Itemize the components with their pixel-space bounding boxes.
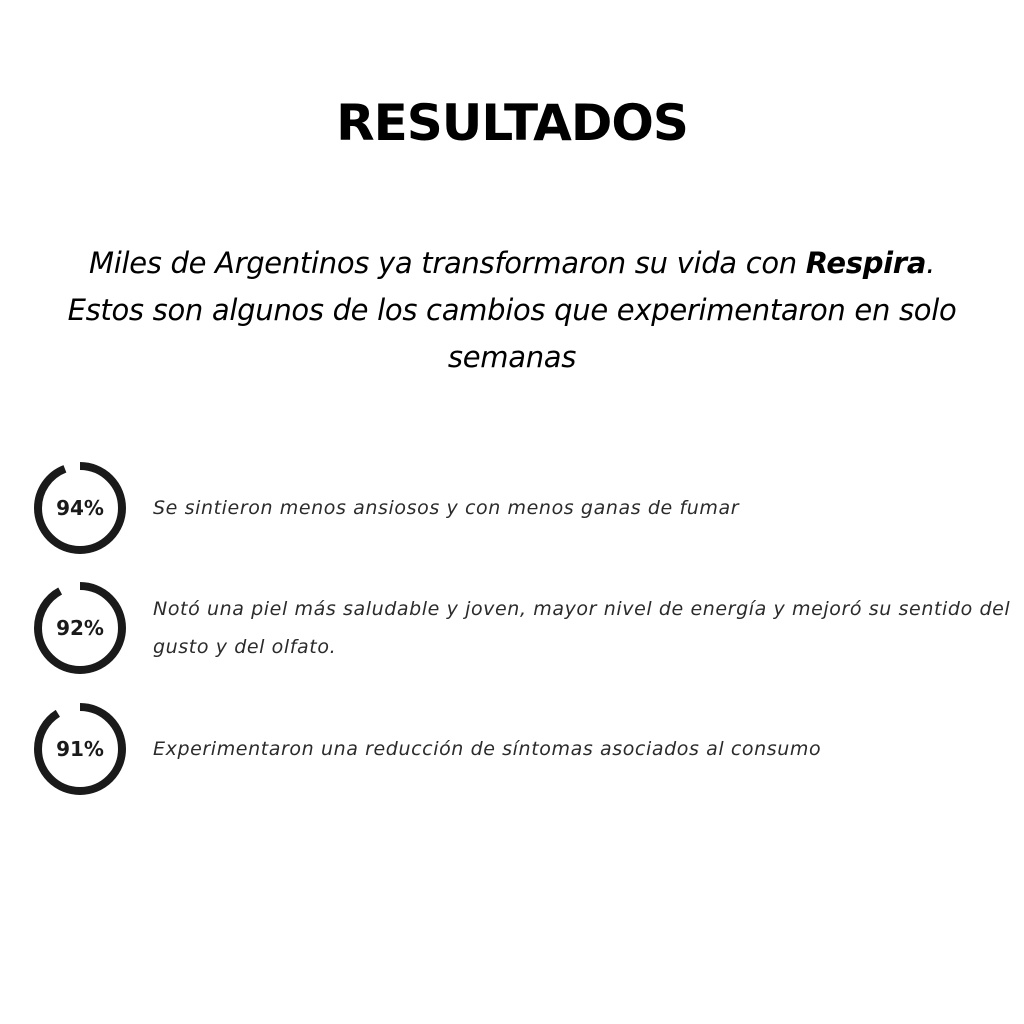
intro-text-end: .: [926, 246, 936, 280]
percent-label: 92%: [56, 616, 104, 640]
progress-ring: [32, 580, 128, 676]
stat-description: Se sintieron menos ansiosos y con menos ganas de fumar: [153, 497, 740, 519]
percent-label: 91%: [56, 737, 104, 761]
progress-ring: [32, 701, 128, 797]
stat-description: Notó una piel más saludable y joven, mayor nivel de energía y mejoró su sentido del gusto y del olfato.: [153, 598, 1011, 658]
stat-item: [32, 460, 1022, 556]
stat-item: [32, 580, 1022, 676]
intro-text-start: Miles de Argentinos ya transformaron su vida con: [88, 246, 806, 280]
stat-item: [32, 701, 1022, 797]
intro-paragraph: [30, 240, 994, 381]
intro-line-3: semanas: [447, 340, 577, 374]
progress-ring: [32, 460, 128, 556]
intro-line-2: Estos son algunos de los cambios que experimentaron en solo: [67, 293, 957, 327]
stat-description: Experimentaron una reducción de síntomas asociados al consumo: [153, 738, 822, 760]
page-title: RESULTADOS: [336, 94, 688, 152]
percent-label: 94%: [56, 496, 104, 520]
brand-name: Respira: [805, 246, 927, 280]
